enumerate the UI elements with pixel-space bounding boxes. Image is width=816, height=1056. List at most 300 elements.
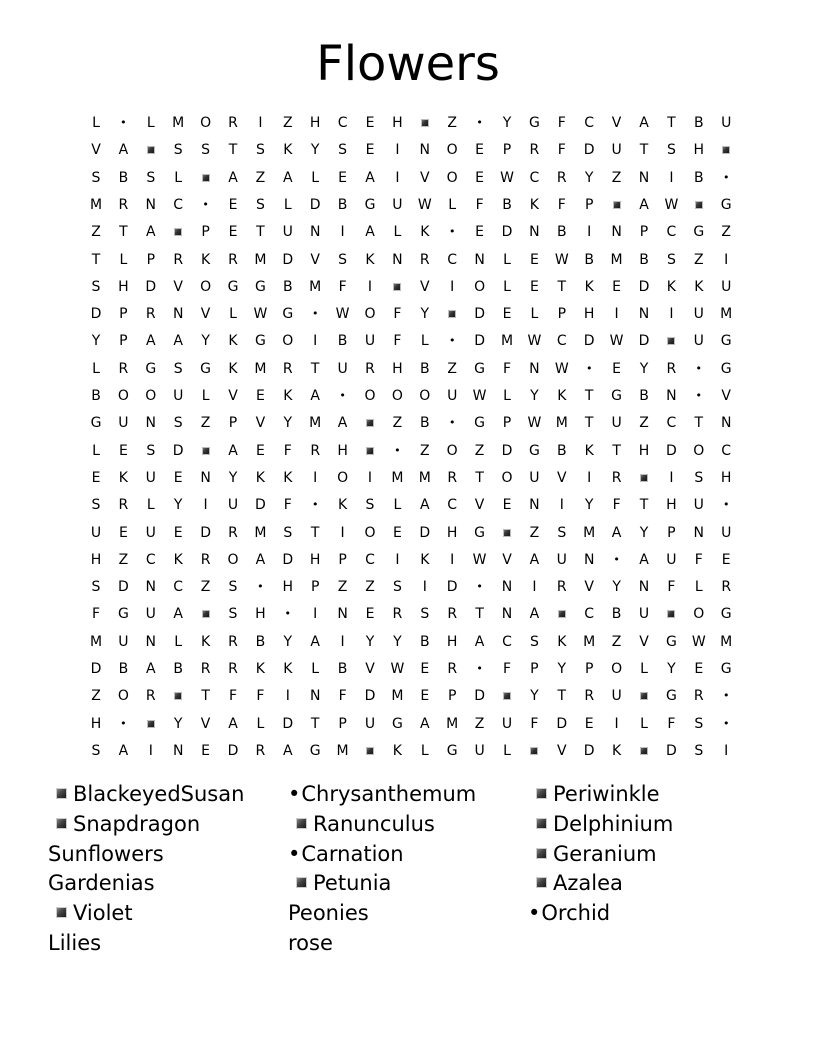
grid-letter: E (338, 169, 348, 186)
grid-letter: S (91, 579, 101, 596)
grid-dot-symbol: • (448, 334, 456, 348)
grid-letter: T (310, 360, 320, 377)
word-label: Azalea (553, 871, 623, 896)
grid-letter: I (203, 497, 208, 514)
grid-letter: B (419, 360, 430, 377)
page-title: Flowers (316, 36, 500, 92)
grid-letter: D (501, 224, 513, 241)
grid-letter: H (392, 115, 403, 131)
grid-letter: I (285, 688, 290, 705)
grid-letter: N (638, 579, 650, 596)
grid-letter: M (391, 469, 404, 486)
grid-letter: L (174, 169, 183, 186)
grid-letter: U (721, 115, 732, 131)
grid-letter: I (340, 524, 345, 541)
grid-letter: W (472, 388, 487, 404)
grid-square-symbol (689, 194, 709, 216)
grid-letter: V (721, 388, 731, 404)
grid-letter: G (528, 115, 540, 131)
grid-letter: Z (474, 442, 485, 459)
grid-letter: N (501, 606, 513, 623)
grid-letter: E (365, 142, 375, 159)
grid-letter: Z (255, 169, 266, 186)
grid-letter: Z (474, 715, 485, 732)
grid-letter: O (364, 306, 376, 323)
grid-letter: G (720, 661, 732, 677)
grid-letter: F (338, 688, 347, 705)
square-icon (613, 201, 621, 209)
grid-letter: D (282, 715, 294, 732)
grid-letter: N (337, 606, 348, 623)
grid-letter: P (146, 251, 156, 268)
grid-letter: R (200, 661, 211, 677)
grid-letter: S (694, 715, 704, 732)
grid-letter: E (502, 497, 512, 514)
grid-letter: Y (283, 633, 293, 650)
word-list-item (56, 810, 200, 838)
grid-letter: F (228, 688, 238, 705)
grid-square-symbol (360, 412, 380, 434)
grid-letter: C (447, 251, 458, 268)
grid-letter: L (694, 579, 703, 596)
grid-letter: D (638, 333, 650, 350)
square-icon (667, 337, 675, 345)
square-icon (393, 283, 401, 291)
word-label: Orchid (541, 901, 611, 926)
grid-letter: D (474, 333, 485, 350)
grid-letter: Y (530, 388, 539, 404)
grid-letter: O (446, 169, 458, 186)
grid-letter: I (313, 606, 318, 623)
square-icon (448, 310, 456, 318)
grid-letter: S (255, 196, 265, 213)
grid-letter: N (666, 388, 677, 404)
grid-letter: G (720, 360, 732, 377)
word-list-item (48, 869, 155, 897)
grid-letter: U (501, 715, 513, 732)
grid-letter: K (283, 661, 293, 677)
grid-letter: P (502, 142, 512, 159)
grid-letter: R (228, 633, 238, 650)
grid-letter: D (227, 742, 239, 759)
grid-letter: A (146, 661, 156, 677)
grid-letter: R (447, 661, 458, 677)
grid-letter: E (173, 524, 183, 541)
grid-dot-symbol: • (394, 443, 401, 457)
grid-letter: U (392, 196, 403, 213)
grid-letter: R (145, 688, 156, 705)
grid-letter: H (282, 579, 294, 596)
grid-letter: N (529, 360, 540, 377)
grid-letter: A (283, 169, 293, 186)
square-icon (536, 818, 547, 829)
grid-letter: T (256, 224, 265, 241)
grid-letter: M (89, 196, 103, 213)
grid-letter: F (256, 688, 265, 705)
grid-square-symbol (387, 276, 407, 298)
grid-letter: N (145, 579, 157, 596)
grid-letter: F (283, 497, 292, 514)
grid-letter: P (557, 306, 567, 323)
square-icon (202, 174, 210, 182)
grid-letter: P (584, 661, 594, 677)
square-icon (174, 228, 182, 236)
grid-letter: Z (91, 688, 101, 705)
grid-letter: G (474, 524, 486, 541)
grid-letter: G (665, 688, 677, 705)
grid-letter: H (446, 633, 458, 650)
grid-letter: S (529, 633, 539, 650)
grid-letter: R (118, 196, 129, 213)
grid-square-symbol (415, 112, 435, 134)
grid-letter: C (173, 196, 184, 213)
grid-letter: E (584, 715, 594, 732)
grid-letter: S (173, 415, 183, 432)
grid-letter: R (228, 115, 238, 131)
grid-letter: I (669, 169, 674, 186)
grid-dot-symbol: • (202, 197, 209, 211)
grid-square-symbol (196, 603, 216, 625)
grid-dot-symbol: • (448, 225, 456, 239)
grid-letter: I (450, 551, 455, 568)
grid-letter: P (639, 224, 649, 241)
grid-letter: G (446, 742, 458, 759)
grid-letter: G (720, 333, 732, 350)
word-list-item (296, 869, 391, 897)
grid-letter: L (503, 388, 511, 404)
grid-letter: Y (91, 333, 101, 350)
grid-letter: V (420, 169, 430, 186)
grid-letter: K (255, 661, 265, 677)
word-label: Snapdragon (73, 811, 201, 836)
grid-letter: R (556, 579, 567, 596)
grid-letter: O (611, 661, 623, 677)
grid-letter: D (638, 278, 650, 295)
grid-letter: N (419, 142, 431, 159)
grid-letter: H (446, 524, 458, 541)
grid-letter: I (367, 278, 373, 295)
grid-letter: D (556, 715, 568, 732)
grid-letter: I (669, 306, 674, 323)
grid-letter: S (694, 742, 704, 759)
grid-letter: Y (173, 497, 183, 514)
grid-dot-symbol: • (311, 498, 319, 512)
grid-letter: K (118, 469, 128, 486)
grid-letter: L (119, 251, 128, 268)
grid-letter: N (172, 742, 184, 759)
grid-letter: B (337, 333, 348, 350)
grid-letter: I (340, 633, 345, 650)
grid-letter: K (228, 333, 238, 350)
grid-letter: R (145, 306, 156, 323)
grid-letter: S (91, 742, 101, 759)
grid-letter: F (557, 196, 566, 213)
grid-letter: Z (200, 579, 211, 596)
grid-letter: A (283, 742, 293, 759)
grid-letter: L (393, 497, 402, 514)
grid-letter: Y (584, 169, 594, 186)
grid-letter: Y (201, 333, 210, 350)
grid-letter: H (255, 606, 266, 623)
grid-letter: P (530, 661, 539, 677)
grid-letter: N (145, 633, 157, 650)
grid-letter: R (228, 524, 238, 541)
grid-letter: A (337, 415, 348, 432)
square-icon (56, 788, 67, 799)
grid-letter: L (503, 742, 511, 759)
grid-letter: I (587, 224, 592, 241)
grid-letter: A (255, 551, 266, 568)
grid-square-symbol (141, 139, 161, 161)
word-label: Periwinkle (553, 782, 660, 806)
grid-letter: G (145, 360, 157, 377)
grid-square-symbol (607, 194, 627, 216)
grid-letter: E (91, 469, 101, 486)
grid-letter: F (667, 715, 676, 732)
grid-letter: S (392, 579, 402, 596)
grid-letter: S (338, 251, 348, 268)
grid-letter: Y (530, 688, 539, 705)
word-list-item (288, 840, 404, 868)
grid-letter: I (258, 115, 263, 131)
grid-letter: I (313, 333, 318, 350)
word-label: Chrysanthemum (301, 782, 477, 806)
grid-letter: L (640, 715, 648, 732)
grid-letter: W (554, 251, 569, 268)
grid-letter: E (420, 661, 430, 677)
grid-letter: M (172, 115, 185, 131)
grid-letter: W (527, 333, 542, 350)
grid-letter: Z (694, 251, 704, 268)
grid-letter: D (90, 306, 102, 323)
grid-letter: C (502, 633, 512, 650)
word-label: Peonies (288, 901, 369, 926)
square-icon (536, 788, 547, 799)
grid-letter: K (283, 388, 293, 404)
grid-letter: R (200, 551, 211, 568)
grid-letter: P (228, 415, 238, 432)
grid-letter: Z (337, 579, 348, 596)
grid-letter: B (502, 196, 512, 213)
grid-letter: S (283, 524, 293, 541)
grid-letter: Z (447, 360, 457, 377)
square-icon (421, 119, 429, 127)
grid-letter: M (446, 715, 459, 732)
grid-letter: G (611, 388, 623, 404)
grid-letter: I (669, 469, 674, 486)
grid-letter: O (364, 524, 376, 541)
grid-letter: K (584, 442, 594, 459)
grid-letter: R (173, 251, 184, 268)
grid-dot-symbol: • (120, 716, 127, 730)
grid-letter: E (173, 469, 183, 486)
grid-letter: I (614, 715, 619, 732)
grid-letter: W (554, 360, 569, 377)
grid-letter: Y (365, 633, 375, 650)
grid-letter: V (639, 633, 649, 650)
grid-letter: Y (557, 661, 567, 677)
grid-letter: H (90, 551, 102, 568)
grid-letter: I (559, 497, 564, 514)
grid-letter: H (118, 278, 129, 295)
grid-letter: D (501, 442, 513, 459)
grid-letter: N (501, 579, 513, 596)
grid-letter: O (693, 606, 705, 623)
grid-letter: O (200, 278, 212, 295)
grid-letter: I (587, 469, 592, 486)
grid-letter: U (721, 278, 732, 295)
grid-dot-symbol: • (284, 607, 292, 621)
grid-letter: L (256, 715, 265, 732)
grid-letter: H (666, 497, 677, 514)
grid-letter: W (500, 169, 514, 186)
grid-letter: Y (228, 469, 238, 486)
grid-letter: Z (721, 224, 731, 241)
grid-letter: F (612, 497, 621, 514)
grid-letter: T (201, 688, 210, 705)
grid-letter: L (283, 196, 292, 213)
grid-letter: D (666, 442, 677, 459)
grid-letter: W (664, 196, 679, 213)
grid-letter: R (447, 606, 458, 623)
grid-letter: A (365, 224, 375, 241)
grid-letter: H (309, 551, 321, 568)
grid-letter: Y (173, 715, 183, 732)
grid-letter: W (253, 306, 268, 323)
grid-letter: Z (91, 224, 101, 241)
grid-letter: T (310, 524, 320, 541)
grid-letter: K (666, 278, 676, 295)
grid-letter: N (529, 224, 540, 241)
grid-letter: K (392, 742, 402, 759)
grid-letter: A (474, 633, 485, 650)
grid-letter: C (584, 606, 595, 623)
grid-square-symbol (634, 685, 654, 707)
square-icon (296, 877, 307, 888)
square-icon (202, 610, 210, 618)
grid-letter: C (721, 442, 732, 459)
square-icon (695, 201, 703, 209)
square-icon (147, 146, 155, 154)
grid-letter: L (311, 169, 320, 186)
grid-letter: S (146, 169, 156, 186)
grid-letter: B (611, 606, 622, 623)
grid-letter: G (720, 196, 732, 213)
word-list-item (536, 840, 657, 868)
grid-letter: A (365, 169, 375, 186)
grid-letter: K (228, 360, 238, 377)
grid-letter: V (200, 715, 211, 732)
word-list-item (536, 869, 623, 897)
grid-letter: T (557, 688, 567, 705)
grid-letter: B (556, 442, 567, 459)
grid-letter: B (255, 633, 266, 650)
grid-letter: D (282, 251, 294, 268)
grid-letter: S (91, 497, 101, 514)
word-label: Lilies (48, 931, 102, 955)
grid-letter: Z (611, 169, 622, 186)
grid-letter: U (118, 415, 129, 432)
grid-letter: W (335, 306, 350, 323)
grid-square-symbol (168, 685, 188, 707)
grid-dot-symbol: • (339, 389, 346, 402)
grid-letter: V (557, 469, 567, 486)
grid-letter: E (365, 606, 375, 623)
grid-letter: A (228, 169, 238, 186)
grid-letter: K (420, 551, 430, 568)
square-icon (366, 447, 374, 455)
grid-dot-symbol: • (722, 716, 730, 730)
grid-letter: Y (639, 524, 649, 541)
grid-letter: S (255, 142, 265, 159)
grid-letter: R (228, 661, 238, 677)
grid-letter: R (365, 360, 375, 377)
grid-letter: A (310, 633, 320, 650)
grid-letter: P (447, 688, 457, 705)
grid-letter: H (309, 115, 321, 131)
grid-letter: T (119, 224, 128, 241)
grid-letter: T (639, 497, 649, 514)
grid-letter: N (172, 306, 184, 323)
grid-letter: I (450, 278, 455, 295)
grid-letter: C (365, 551, 375, 568)
grid-letter: D (474, 306, 485, 323)
grid-letter: K (283, 469, 293, 486)
grid-letter: S (146, 442, 156, 459)
grid-letter: M (309, 415, 322, 432)
grid-letter: B (118, 661, 129, 677)
grid-letter: V (365, 661, 375, 677)
grid-letter: T (310, 715, 320, 732)
grid-letter: A (639, 551, 649, 568)
grid-letter: B (282, 278, 293, 295)
square-icon (503, 529, 511, 537)
grid-letter: O (419, 388, 431, 404)
bullet-icon: • (528, 901, 541, 926)
grid-letter: N (474, 251, 485, 268)
grid-dot-symbol: • (476, 116, 483, 129)
grid-letter: T (228, 142, 238, 159)
grid-letter: M (500, 333, 514, 350)
grid-letter: F (338, 278, 347, 295)
grid-letter: A (118, 742, 129, 759)
grid-letter: Y (584, 497, 594, 514)
grid-letter: G (254, 278, 266, 295)
grid-letter: L (229, 306, 237, 323)
grid-letter: K (201, 633, 211, 650)
grid-letter: V (255, 415, 266, 432)
word-list-item (528, 899, 610, 927)
grid-letter: R (556, 169, 567, 186)
grid-letter: P (338, 715, 347, 732)
grid-letter: D (255, 497, 266, 514)
grid-square-symbol (552, 603, 572, 625)
grid-letter: O (474, 278, 486, 295)
grid-dot-symbol: • (722, 170, 730, 184)
grid-letter: G (720, 606, 732, 623)
grid-letter: L (640, 661, 648, 677)
grid-dot-symbol: • (120, 116, 127, 129)
word-list-item (296, 810, 435, 838)
grid-square-symbol (196, 440, 216, 462)
grid-letter: Y (393, 633, 402, 650)
grid-letter: E (529, 278, 539, 295)
grid-letter: T (557, 278, 567, 295)
grid-letter: U (364, 715, 376, 732)
grid-letter: D (90, 661, 102, 677)
square-icon (202, 447, 210, 455)
grid-letter: R (282, 360, 293, 377)
